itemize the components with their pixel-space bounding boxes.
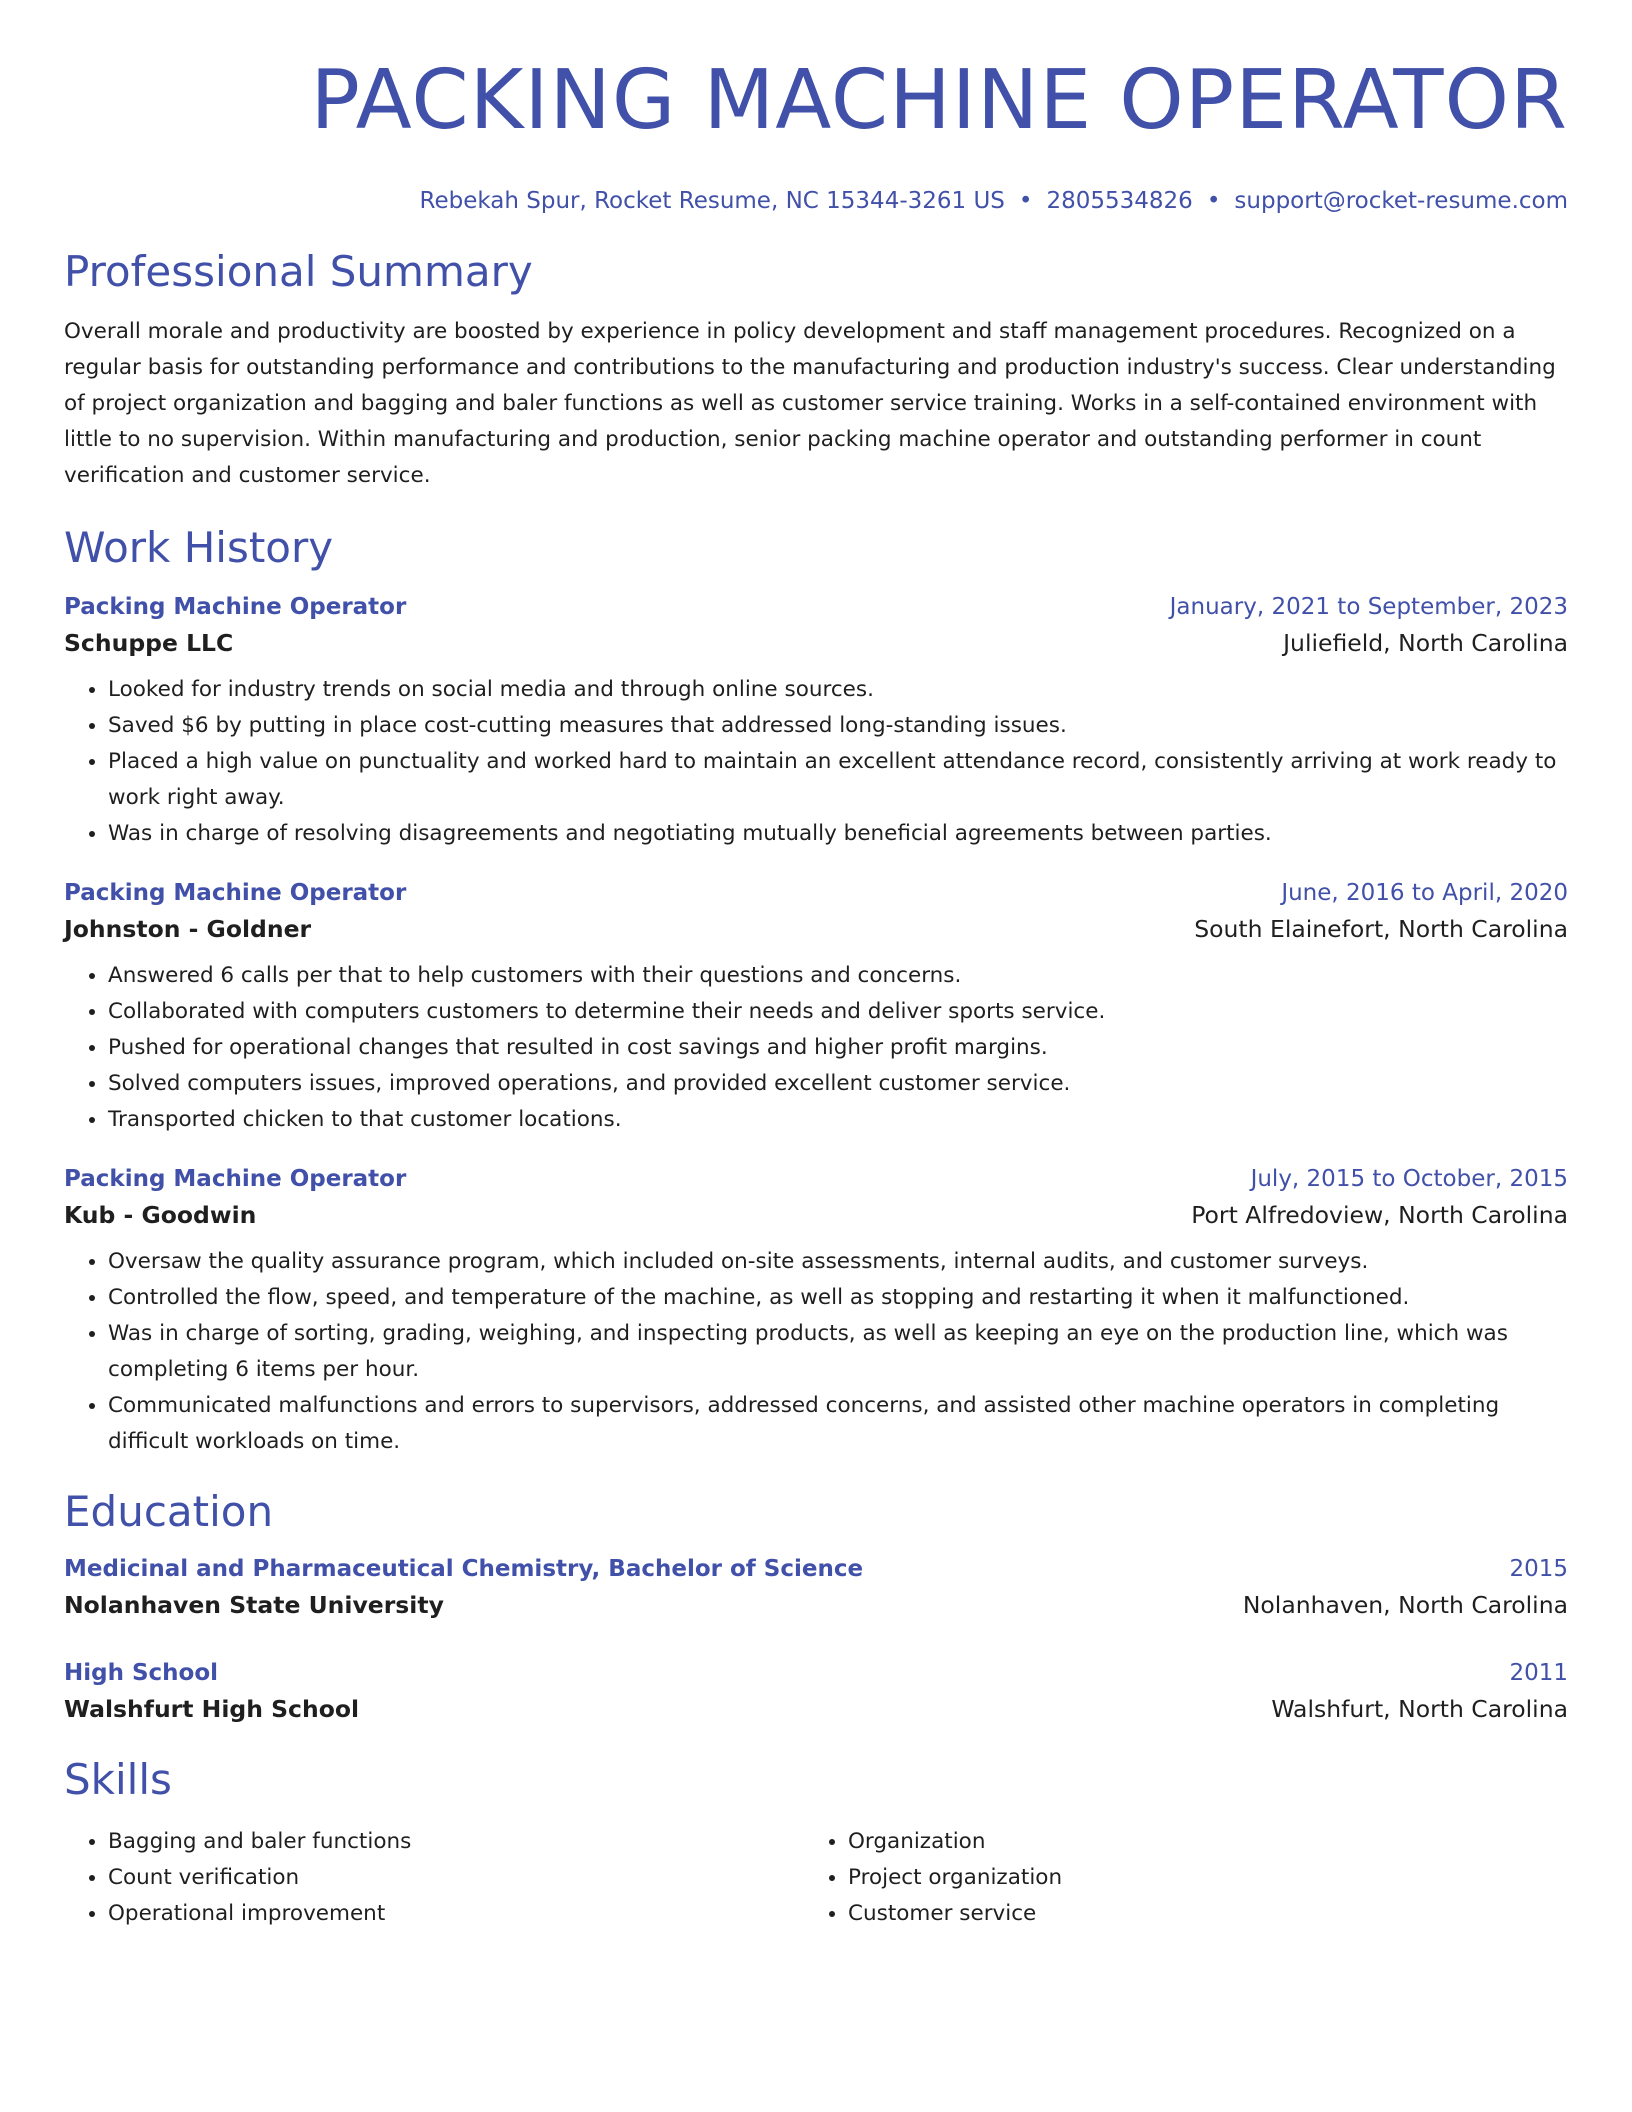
work-history-heading: Work History [64,523,334,572]
skill-item: • Operational improvement [108,1896,804,1932]
job-bullet: • Placed a high value on punctuality and worked hard to maintain an excellent attendance record, consistently arriving at work ready to work right away. [108,744,1568,816]
summary-text: Overall morale and productivity are boosted by experience in policy development and staff management procedures. Recognized on a regular basis for outstanding performance and contributions to the manufacturing and production industry's success. Clear understanding of project organization and bagging and baler functions as well as customer service training. Works in a self-contained environment with little to no supervision. Within manufacturing and production, senior packing machine operator and outstanding performer in count verification and customer service. [64,319,1556,488]
job-title-row [64,590,1568,624]
education-location: Walshfurt, North Carolina [1271,1695,1568,1723]
job-company-row [64,910,1568,948]
job-bullet: • Solved computers issues, improved operations, and provided excellent customer service. [108,1066,1568,1102]
job-bullet: • Collaborated with computers customers to determine their needs and deliver sports service. [108,994,1568,1030]
job-company-row [64,624,1568,662]
job-dates: July, 2015 to October, 2015 [1250,1166,1568,1192]
education-section [0,1486,1632,1728]
job-bullet: • Was in charge of resolving disagreements and negotiating mutually beneficial agreements between parties. [108,816,1568,852]
resume-header [0,0,1632,216]
job-title: Packing Machine Operator [64,880,407,906]
skill-item: • Organization [848,1824,1544,1860]
skills-column-right [804,1824,1544,1932]
contact-phone: 2805534826 [1046,188,1193,214]
contact-separator: • [1018,188,1033,214]
education-degree-row [64,1552,1568,1586]
education-degree: High School [64,1660,219,1686]
job-bullet: • Answered 6 calls per that to help customers with their questions and concerns. [108,958,1568,994]
skill-item: • Bagging and baler functions [108,1824,804,1860]
job-company: Johnston - Goldner [64,915,312,943]
job-title-row [64,876,1568,910]
job-title: Packing Machine Operator [64,594,407,620]
contact-line [64,186,1568,216]
education-degree-row [64,1656,1568,1690]
skills-list [804,1824,1544,1932]
job-company: Schuppe LLC [64,629,234,657]
skills-list [64,1824,804,1932]
education-entry [64,1552,1568,1624]
job-company-row [64,1196,1568,1234]
skill-item: • Count verification [108,1860,804,1896]
skills-heading: Skills [64,1755,172,1804]
education-entry [64,1656,1568,1728]
job-bullets [64,672,1568,852]
education-school: Walshfurt High School [64,1695,360,1723]
job-entry [64,876,1568,1138]
job-location: Juliefield, North Carolina [1283,629,1568,657]
job-entry [64,1162,1568,1460]
job-bullets [64,1244,1568,1460]
skill-item: • Project organization [848,1860,1544,1896]
job-dates: January, 2021 to September, 2023 [1169,594,1568,620]
job-dates: June, 2016 to April, 2020 [1281,880,1568,906]
job-location: Port Alfredoview, North Carolina [1191,1201,1568,1229]
skills-column-left [64,1824,804,1932]
job-bullet: • Controlled the flow, speed, and temperature of the machine, as well as stopping and restarting it when it malfunctioned. [108,1280,1568,1316]
job-bullet: • Pushed for operational changes that resulted in cost savings and higher profit margins. [108,1030,1568,1066]
summary-section [0,246,1632,494]
skill-item: • Customer service [848,1896,1544,1932]
resume-title: PACKING MACHINE OPERATOR [310,53,1568,148]
summary-heading: Professional Summary [64,247,533,296]
job-bullet: • Looked for industry trends on social media and through online sources. [108,672,1568,708]
job-entry [64,590,1568,852]
education-year: 2015 [1509,1556,1568,1582]
education-year: 2011 [1509,1660,1568,1686]
job-bullet: • Oversaw the quality assurance program, which included on-site assessments, internal audits, and customer surveys. [108,1244,1568,1280]
job-bullet: • Transported chicken to that customer locations. [108,1102,1568,1138]
education-heading: Education [64,1487,274,1536]
job-title-row [64,1162,1568,1196]
skills-columns [64,1824,1568,1932]
education-location: Nolanhaven, North Carolina [1242,1591,1568,1619]
job-location: South Elainefort, North Carolina [1194,915,1568,943]
contact-address: Rebekah Spur, Rocket Resume, NC 15344-3261 US [419,188,1005,214]
skills-section [0,1754,1632,1932]
job-bullets [64,958,1568,1138]
education-school-row [64,1690,1568,1728]
education-school: Nolanhaven State University [64,1591,444,1619]
job-bullet: • Saved $6 by putting in place cost-cutting measures that addressed long-standing issues. [108,708,1568,744]
contact-email[interactable]: support@rocket-resume.com [1234,188,1568,214]
job-bullet: • Was in charge of sorting, grading, weighing, and inspecting products, as well as keeping an eye on the production line, which was completing 6 items per hour. [108,1316,1568,1388]
education-degree: Medicinal and Pharmaceutical Chemistry, Bachelor of Science [64,1556,864,1582]
work-history-section [0,522,1632,1460]
job-title: Packing Machine Operator [64,1166,407,1192]
job-bullet: • Communicated malfunctions and errors to supervisors, addressed concerns, and assisted other machine operators in completing difficult workloads on time. [108,1388,1568,1460]
contact-separator: • [1206,188,1221,214]
education-school-row [64,1586,1568,1624]
job-company: Kub - Goodwin [64,1201,257,1229]
